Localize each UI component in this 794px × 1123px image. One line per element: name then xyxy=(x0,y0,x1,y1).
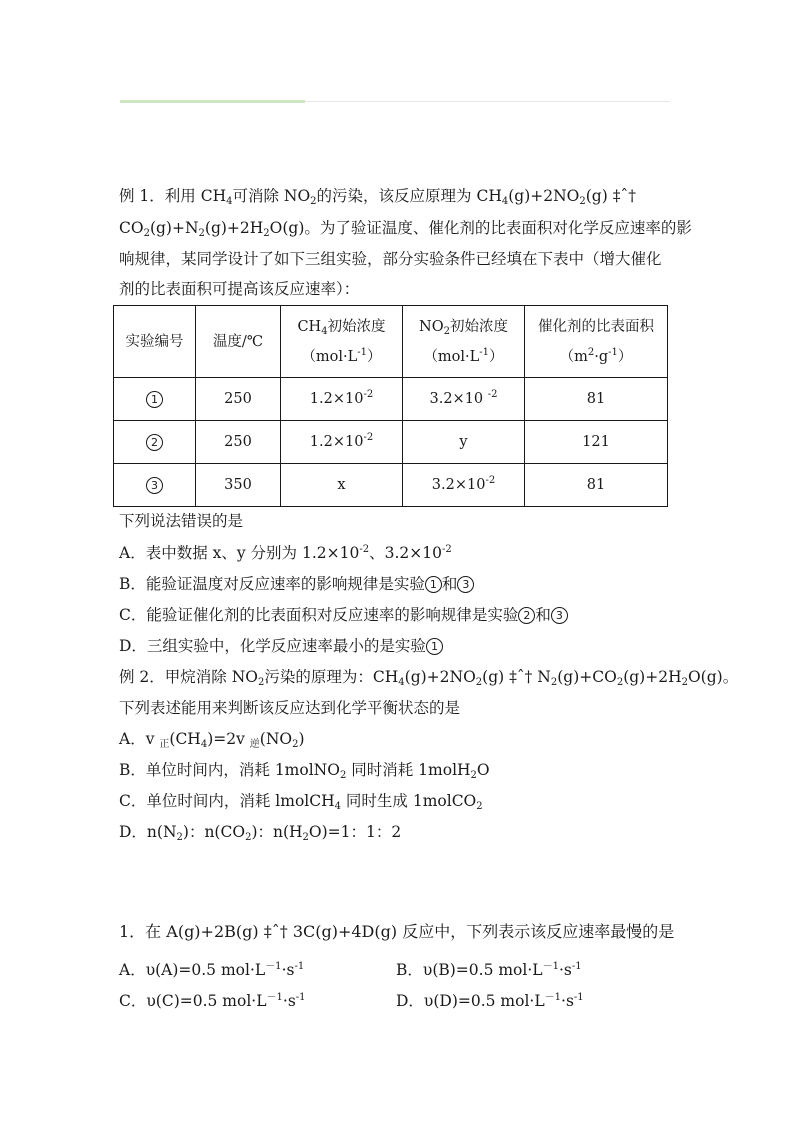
row-id: 3 xyxy=(114,464,196,507)
q1-option-a[interactable]: A．表中数据 x、y 分别为 $1.2\times 10^{-2}$、$3.2\times 10^{-2}$ xyxy=(119,544,452,562)
header-temperature: 温度/℃ xyxy=(196,306,281,378)
row-temp: 250 xyxy=(196,421,281,464)
example2-line1: 例 2．甲烷消除 $NO_2$污染的原理为：$CH_4(g)+2NO_2(g)$ ‡ˆ† $N_2(g)+CO_2(g)+2H_2O(g)$。 xyxy=(119,668,739,688)
q1-option-d[interactable]: D．三组实验中，化学反应速率最小的是实验 1 xyxy=(119,636,443,656)
row-id: 1 xyxy=(114,378,196,421)
example2-option-b[interactable]: B．单位时间内，消耗 1molNO$_2$ 同时消耗 1molH$_2$O xyxy=(119,761,490,781)
row-no2: 3.2×10 $^{-2}$ xyxy=(403,378,525,421)
row-area: 81 xyxy=(525,464,668,507)
example2-option-a[interactable]: A．v $_正(CH_4)=2v$ $_逆(NO_2)$ xyxy=(119,730,305,750)
row-no2: y xyxy=(403,421,525,464)
row-ch4: $1.2\times 10^{-2}$ xyxy=(281,378,403,421)
row-temp: 350 xyxy=(196,464,281,507)
example2-option-c[interactable]: C．单位时间内，消耗 lmolCH$_4$ 同时生成 1molCO$_2$ xyxy=(119,792,483,812)
q1-option-b[interactable]: B．能验证温度对反应速率的影响规律是实验 1 和 3 xyxy=(119,574,474,594)
row-ch4: $1.2\times 10^{-2}$ xyxy=(281,421,403,464)
question1-stem: 1．在 A(g)+2B(g) ‡ˆ† 3C(g)+4D(g) 反应中，下列表示该反应速率最慢的是 xyxy=(119,922,675,941)
question1-option-a[interactable]: A．υ(A)=0.5 $mol\cdot L^{-1}\cdot s^{-1}$ xyxy=(119,961,305,979)
row-no2: $3.2\times 10^{-2}$ xyxy=(403,464,525,507)
table-row xyxy=(114,378,668,421)
header-accent-bar xyxy=(120,100,305,103)
example1-line1: 例 1．利用 $CH_4$可消除 $NO_2$的污染，该反应原理为 $CH_4(g)+2NO_2(g)$ ‡ˆ† xyxy=(119,187,636,207)
example1-line4: 剂的比表面积可提高该反应速率）： xyxy=(119,280,360,298)
header-experiment-no: 实验编号 xyxy=(114,306,196,378)
example2-stem: 下列表述能用来判断该反应达到化学平衡状态的是 xyxy=(119,699,461,717)
header-catalyst-area: 催化剂的比表面积 $(m^2\cdot g^{-1})$ xyxy=(525,306,668,378)
row-temp: 250 xyxy=(196,378,281,421)
experiment-table xyxy=(113,305,668,507)
row-id: 2 xyxy=(114,421,196,464)
q1-stem: 下列说法错误的是 xyxy=(119,512,244,530)
question1-option-d[interactable]: D．υ(D)=0.5 $mol\cdot L^{-1}\cdot s^{-1}$ xyxy=(396,992,584,1010)
example2-option-d[interactable]: D．$n(N_2)$：$n(CO_2)$：$n(H_2O)=1$：1：2 xyxy=(119,823,402,843)
row-area: 81 xyxy=(525,378,668,421)
row-area: 121 xyxy=(525,421,668,464)
header-ch4-conc: $CH_4$初始浓度 $(mol\cdot L^{-1})$ xyxy=(281,306,403,378)
q1-option-c[interactable]: C．能验证催化剂的比表面积对反应速率的影响规律是实验 2 和 3 xyxy=(119,605,568,625)
table-row xyxy=(114,464,668,507)
question1-option-b[interactable]: B．υ(B)=0.5 $mol\cdot L^{-1}\cdot s^{-1}$ xyxy=(396,961,582,979)
question1-option-c[interactable]: C．υ(C)=0.5 $mol\cdot L^{-1}\cdot s^{-1}$ xyxy=(119,992,306,1010)
row-ch4: x xyxy=(281,464,403,507)
example1-line3: 响规律，某同学设计了如下三组实验，部分实验条件已经填在下表中（增大催化 xyxy=(119,250,662,268)
example1-line2: $CO_2(g)+N_2(g)+2H_2O(g)$。为了验证温度、催化剂的比表面积对化学反应速率的影 xyxy=(119,219,692,239)
table-row xyxy=(114,421,668,464)
header-no2-conc: $NO_2$初始浓度 $(mol\cdot L^{-1})$ xyxy=(403,306,525,378)
table-header-row xyxy=(114,306,668,378)
